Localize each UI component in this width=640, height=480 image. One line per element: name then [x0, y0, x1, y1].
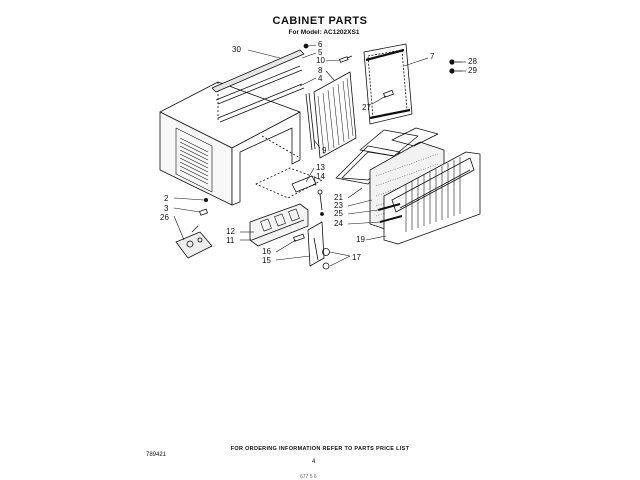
callout-23: 23 — [334, 201, 343, 210]
callout-24: 24 — [334, 219, 343, 228]
screws-28-29 — [450, 60, 462, 73]
callout-3: 3 — [164, 204, 169, 213]
condenser-panel — [306, 72, 356, 158]
callout-26: 26 — [160, 213, 169, 222]
screws-2-3 — [200, 198, 208, 215]
callout-7: 7 — [430, 52, 435, 61]
callout-12: 12 — [226, 227, 235, 236]
base-pan-outline — [256, 168, 322, 198]
callout-4: 4 — [318, 74, 323, 83]
callout-5: 5 — [318, 48, 323, 57]
callout-10: 10 — [316, 56, 325, 65]
control-knob-26 — [176, 226, 212, 258]
page-number: 4 — [312, 459, 316, 465]
callout-9: 9 — [322, 146, 327, 155]
page-title: CABINET PARTS — [272, 15, 368, 27]
bottom-code: 677 5 6 — [300, 474, 317, 480]
callout-27: 27 — [362, 103, 371, 112]
callout-25: 25 — [334, 209, 343, 218]
ordering-note: FOR ORDERING INFORMATION REFER TO PARTS PRICE LIST — [230, 446, 410, 452]
callout-11: 11 — [226, 236, 235, 245]
callout-14: 14 — [316, 172, 325, 181]
callout-28: 28 — [468, 57, 477, 66]
callout-2: 2 — [164, 194, 169, 203]
rear-frame — [364, 44, 412, 124]
callout-29: 29 — [468, 66, 477, 75]
cabinet-shell — [160, 82, 300, 205]
callout-15: 15 — [262, 256, 271, 265]
callout-21: 21 — [334, 193, 343, 202]
callout-17: 17 — [352, 253, 361, 262]
document-code: 789421 — [146, 452, 167, 458]
callout-19: 19 — [356, 235, 365, 244]
callout-6: 6 — [318, 40, 323, 49]
callout-8: 8 — [318, 66, 323, 75]
callout-13: 13 — [316, 163, 325, 172]
model-line: For Model: AC1202XS1 — [288, 29, 360, 36]
callout-30: 30 — [232, 45, 241, 54]
screw-10 — [340, 56, 352, 62]
callout-16: 16 — [262, 247, 271, 256]
